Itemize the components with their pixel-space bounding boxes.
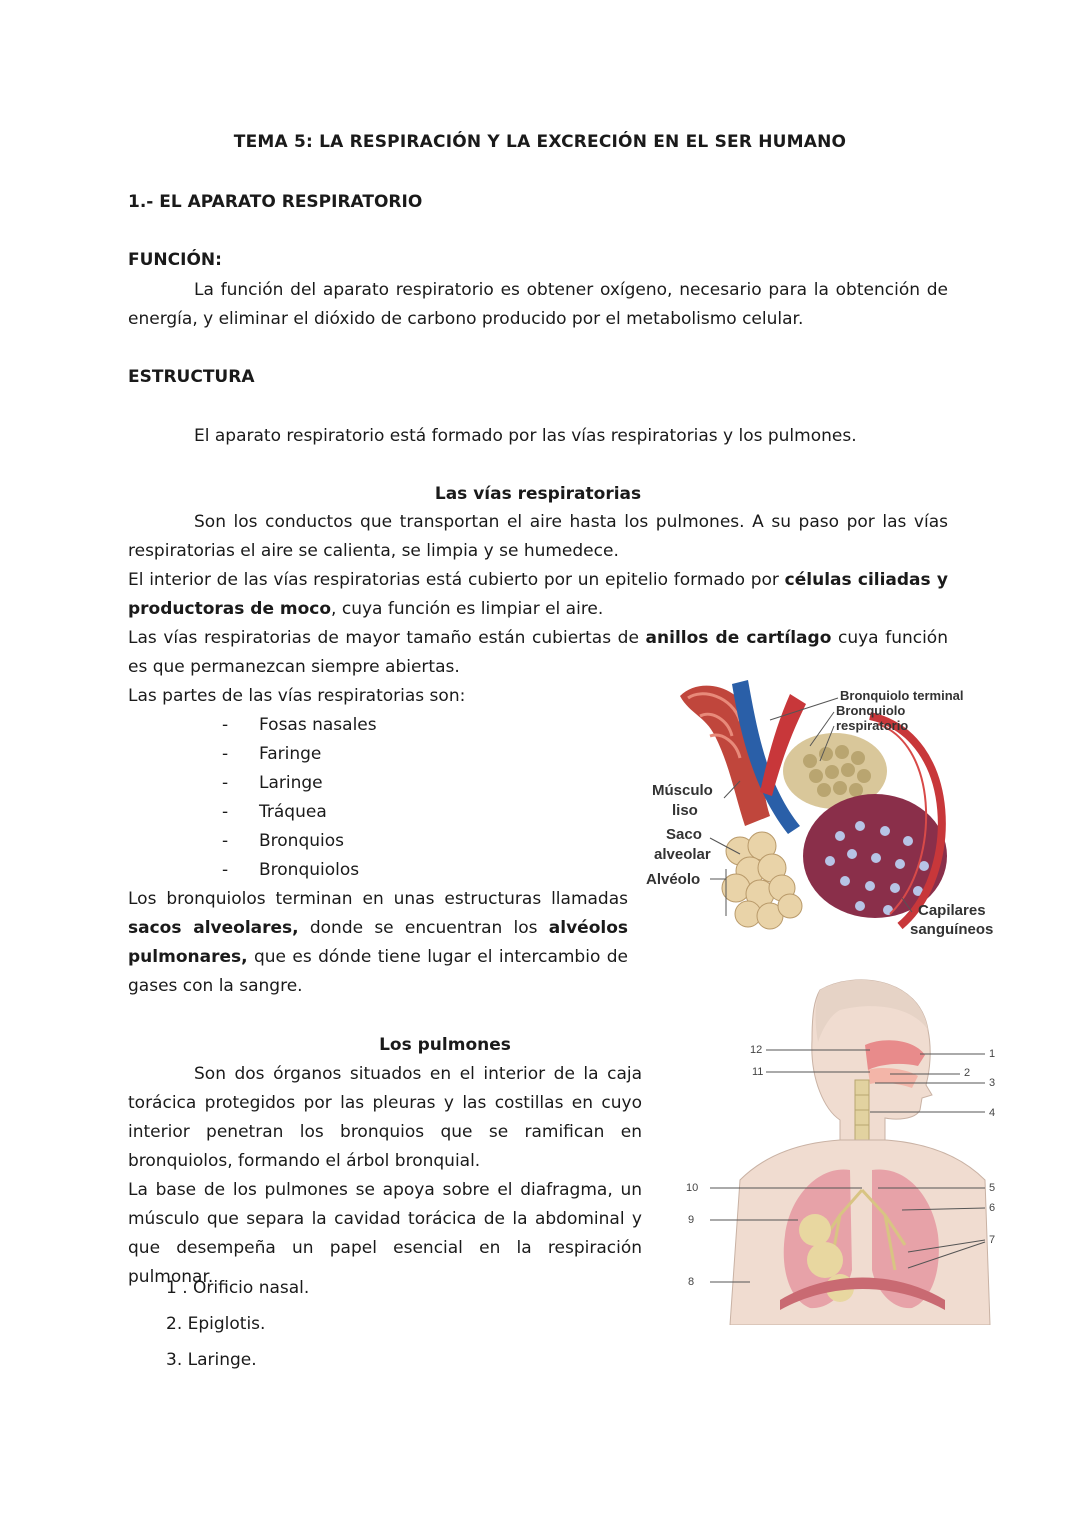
label-musculo-2: liso (672, 802, 698, 819)
list-item: - Bronquiolos (222, 860, 360, 880)
number-label: 2 (964, 1067, 971, 1079)
respiratory-system-figure (680, 970, 1010, 1325)
label-saco-2: alveolar (654, 846, 711, 863)
page-title: TEMA 5: LA RESPIRACIÓN Y LA EXCRECIÓN EN EL SER HUMANO (233, 132, 847, 152)
list-item: 2. Epiglotis. (166, 1314, 266, 1334)
list-item: 3. Laringe. (166, 1350, 257, 1370)
number-label: 12 (750, 1044, 763, 1056)
list-item: - Tráquea (222, 802, 327, 822)
number-label: 9 (688, 1214, 695, 1226)
vias-heading: Las vías respiratorias (434, 484, 642, 504)
body-illustration (680, 970, 1010, 1325)
label-bronquiolo-respiratorio-1: Bronquiolo (836, 703, 906, 718)
list-item: - Faringe (222, 744, 322, 764)
estructura-text: El aparato respiratorio está formado por las vías respiratorias y los pulmones. (194, 426, 857, 446)
number-label: 6 (989, 1202, 996, 1214)
number-label: 1 (989, 1048, 996, 1060)
number-label: 11 (752, 1066, 764, 1078)
parts-intro: Las partes de las vías respiratorias son: (128, 686, 466, 706)
list-item: - Laringe (222, 773, 323, 793)
numbered-list (166, 1270, 309, 1378)
funcion-heading: FUNCIÓN: (128, 250, 222, 270)
alveolus-figure (640, 676, 1020, 946)
section-heading: 1.- EL APARATO RESPIRATORIO (128, 192, 423, 212)
list-item: - Bronquios (222, 831, 344, 851)
label-musculo-1: Músculo (652, 782, 713, 799)
number-label: 8 (688, 1276, 695, 1288)
number-label: 3 (989, 1077, 996, 1089)
label-alveolo: Alvéolo (646, 871, 701, 888)
parts-list (222, 711, 377, 885)
pulmones-paragraph-2: La base de los pulmones se apoya sobre el diafragma, un músculo que separa la cavidad torácica de la abdominal y que desempeña un papel esencial en la respiración pulmonar. (128, 1180, 642, 1287)
pulmones-paragraph-1: Son dos órganos situados en el interior de la caja torácica protegidos por las pleuras y las costillas en cuyo interior penetran los bronquios que se ramifican en bronquiolos, formando el árbol bronquial. (128, 1064, 642, 1171)
vias-paragraph-3: Las vías respiratorias de mayor tamaño están cubiertas de anillos de cartílago cuya función es que permanezcan siempre abiertas. (128, 628, 948, 677)
vias-paragraph-4: Los bronquiolos terminan en unas estructuras llamadas sacos alveolares, donde se encuentran los alvéolos pulmonares, que es dónde tiene lugar el intercambio de gases con la sangre. (128, 889, 629, 996)
vias-paragraph-2: El interior de las vías respiratorias está cubierto por un epitelio formado por células ciliadas y productoras de moco, cuya función es limpiar el aire. (128, 570, 948, 619)
label-saco-1: Saco (666, 826, 702, 843)
label-bronquiolo-terminal: Bronquiolo terminal (840, 688, 964, 703)
list-item: 1 . Orificio nasal. (166, 1278, 310, 1298)
number-label: 4 (989, 1107, 996, 1119)
number-label: 10 (686, 1182, 699, 1194)
funcion-text: La función del aparato respiratorio es obtener oxígeno, necesario para la obtención de energía, y eliminar el dióxido de carbono producido por el metabolismo celular. (128, 280, 948, 329)
label-capilares-2: sanguíneos (910, 921, 994, 938)
number-label: 7 (989, 1234, 996, 1246)
list-item: - Fosas nasales (222, 715, 377, 735)
label-bronquiolo-respiratorio-2: respiratorio (836, 718, 909, 733)
vias-paragraph-1: Son los conductos que transportan el aire hasta los pulmones. A su paso por las vías respiratorias el aire se calienta, se limpia y se humedece. (128, 512, 948, 561)
estructura-heading: ESTRUCTURA (128, 367, 255, 387)
label-capilares-1: Capilares (918, 902, 986, 919)
pulmones-heading: Los pulmones (379, 1035, 511, 1055)
number-label: 5 (989, 1182, 996, 1194)
